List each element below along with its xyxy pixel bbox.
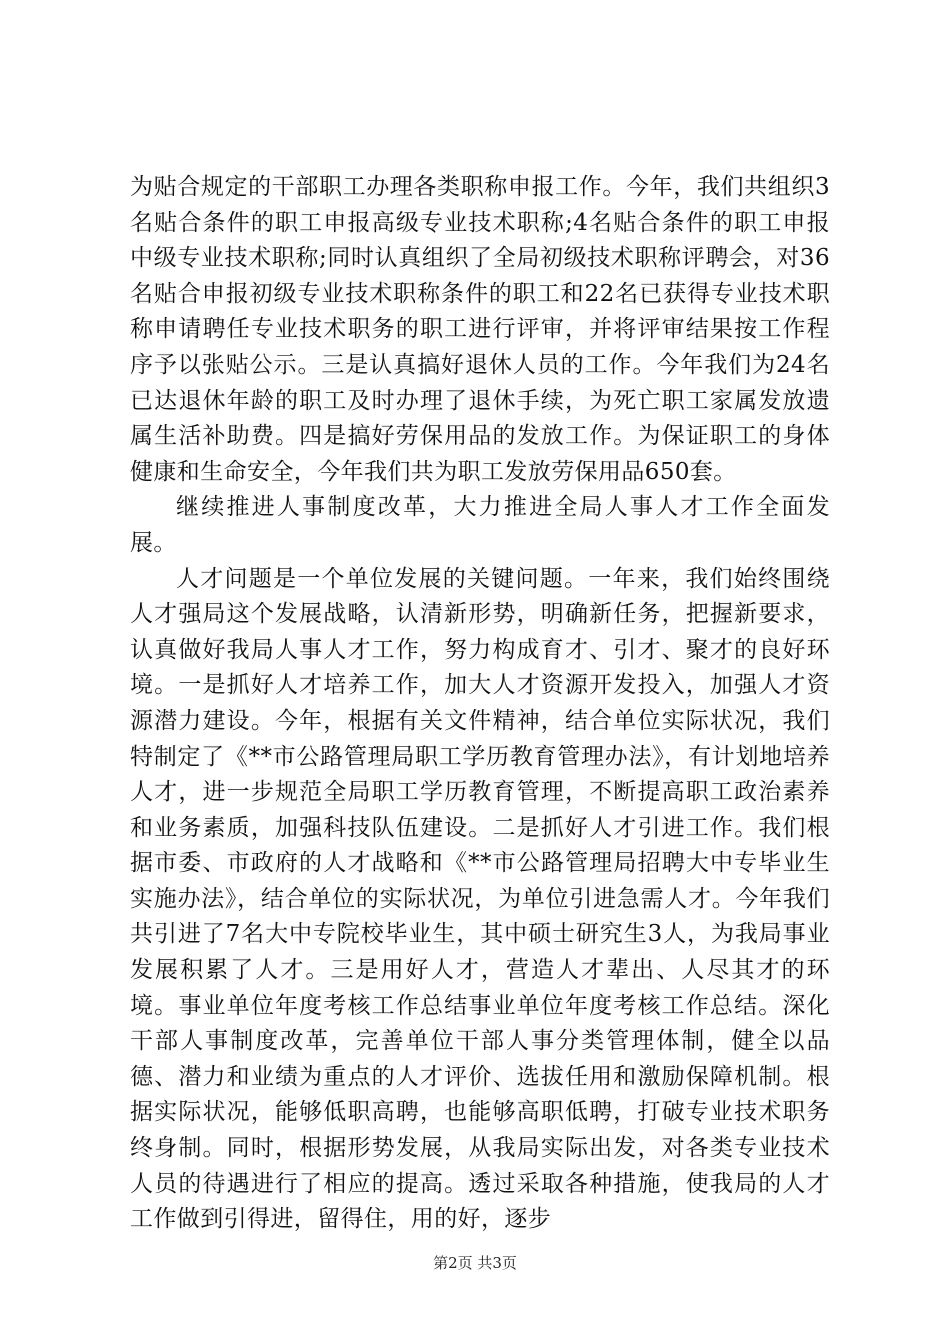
- page-footer: 第2页 共3页: [433, 1254, 517, 1272]
- paragraph-talent-work: 人才问题是一个单位发展的关键问题。一年来，我们始终围绕人才强局这个发展战略，认清新形势，明确新任务，把握新要求，认真做好我局人事人才工作，努力构成育才、引才、聚才的良好环境。一是抓好人才培养工作，加大人才资源开发投入，加强人才资源潜力建设。今年，根据有关文件精神，结合单位实际状况，我们特制定了《**市公路管理局职工学历教育管理办法》，有计划地培养人才，进一步规范全局职工学历教育管理，不断提高职工政治素养和业务素质，加强科技队伍建设。二是抓好人才引进工作。我们根据市委、市政府的人才战略和《**市公路管理局招聘大中专毕业生实施办法》，结合单位的实际状况，为单位引进急需人才。今年我们共引进了7名大中专院校毕业生，其中硕士研究生3人，为我局事业发展积累了人才。三是用好人才，营造人才辈出、人尽其才的环境。事业单位年度考核工作总结事业单位年度考核工作总结。深化干部人事制度改革，完善单位干部人事分类管理体制，健全以品德、潜力和业绩为重点的人才评价、选拔任用和激励保障机制。根据实际状况，能够低职高聘，也能够高职低聘，打破专业技术职务终身制。同时，根据形势发展，从我局实际出发，对各类专业技术人员的待遇进行了相应的提高。透过采取各种措施，使我局的人才工作做到引得进，留得住，用的好，逐步: [130, 565, 830, 1233]
- paragraph-reform-heading: 继续推进人事制度改革，大力推进全局人事人才工作全面发展。: [130, 494, 830, 556]
- paragraph-retirement-and-titles: 为贴合规定的干部职工办理各类职称申报工作。今年，我们共组织3名贴合条件的职工申报高级专业技术职称;4名贴合条件的职工申报中级专业技术职称;同时认真组织了全局初级技术职称评聘会，对36名贴合申报初级专业技术职称条件的职工和22名已获得专业技术职称申请聘任专业技术职务的职工进行评审，并将评审结果按工作程序予以张贴公示。三是认真搞好退休人员的工作。今年我们为24名已达退休年龄的职工及时办理了退休手续，为死亡职工家属发放遗属生活补助费。四是搞好劳保用品的发放工作。为保证职工的身体健康和生命安全，今年我们共为职工发放劳保用品650套。: [130, 174, 830, 485]
- document-body: [130, 170, 830, 1238]
